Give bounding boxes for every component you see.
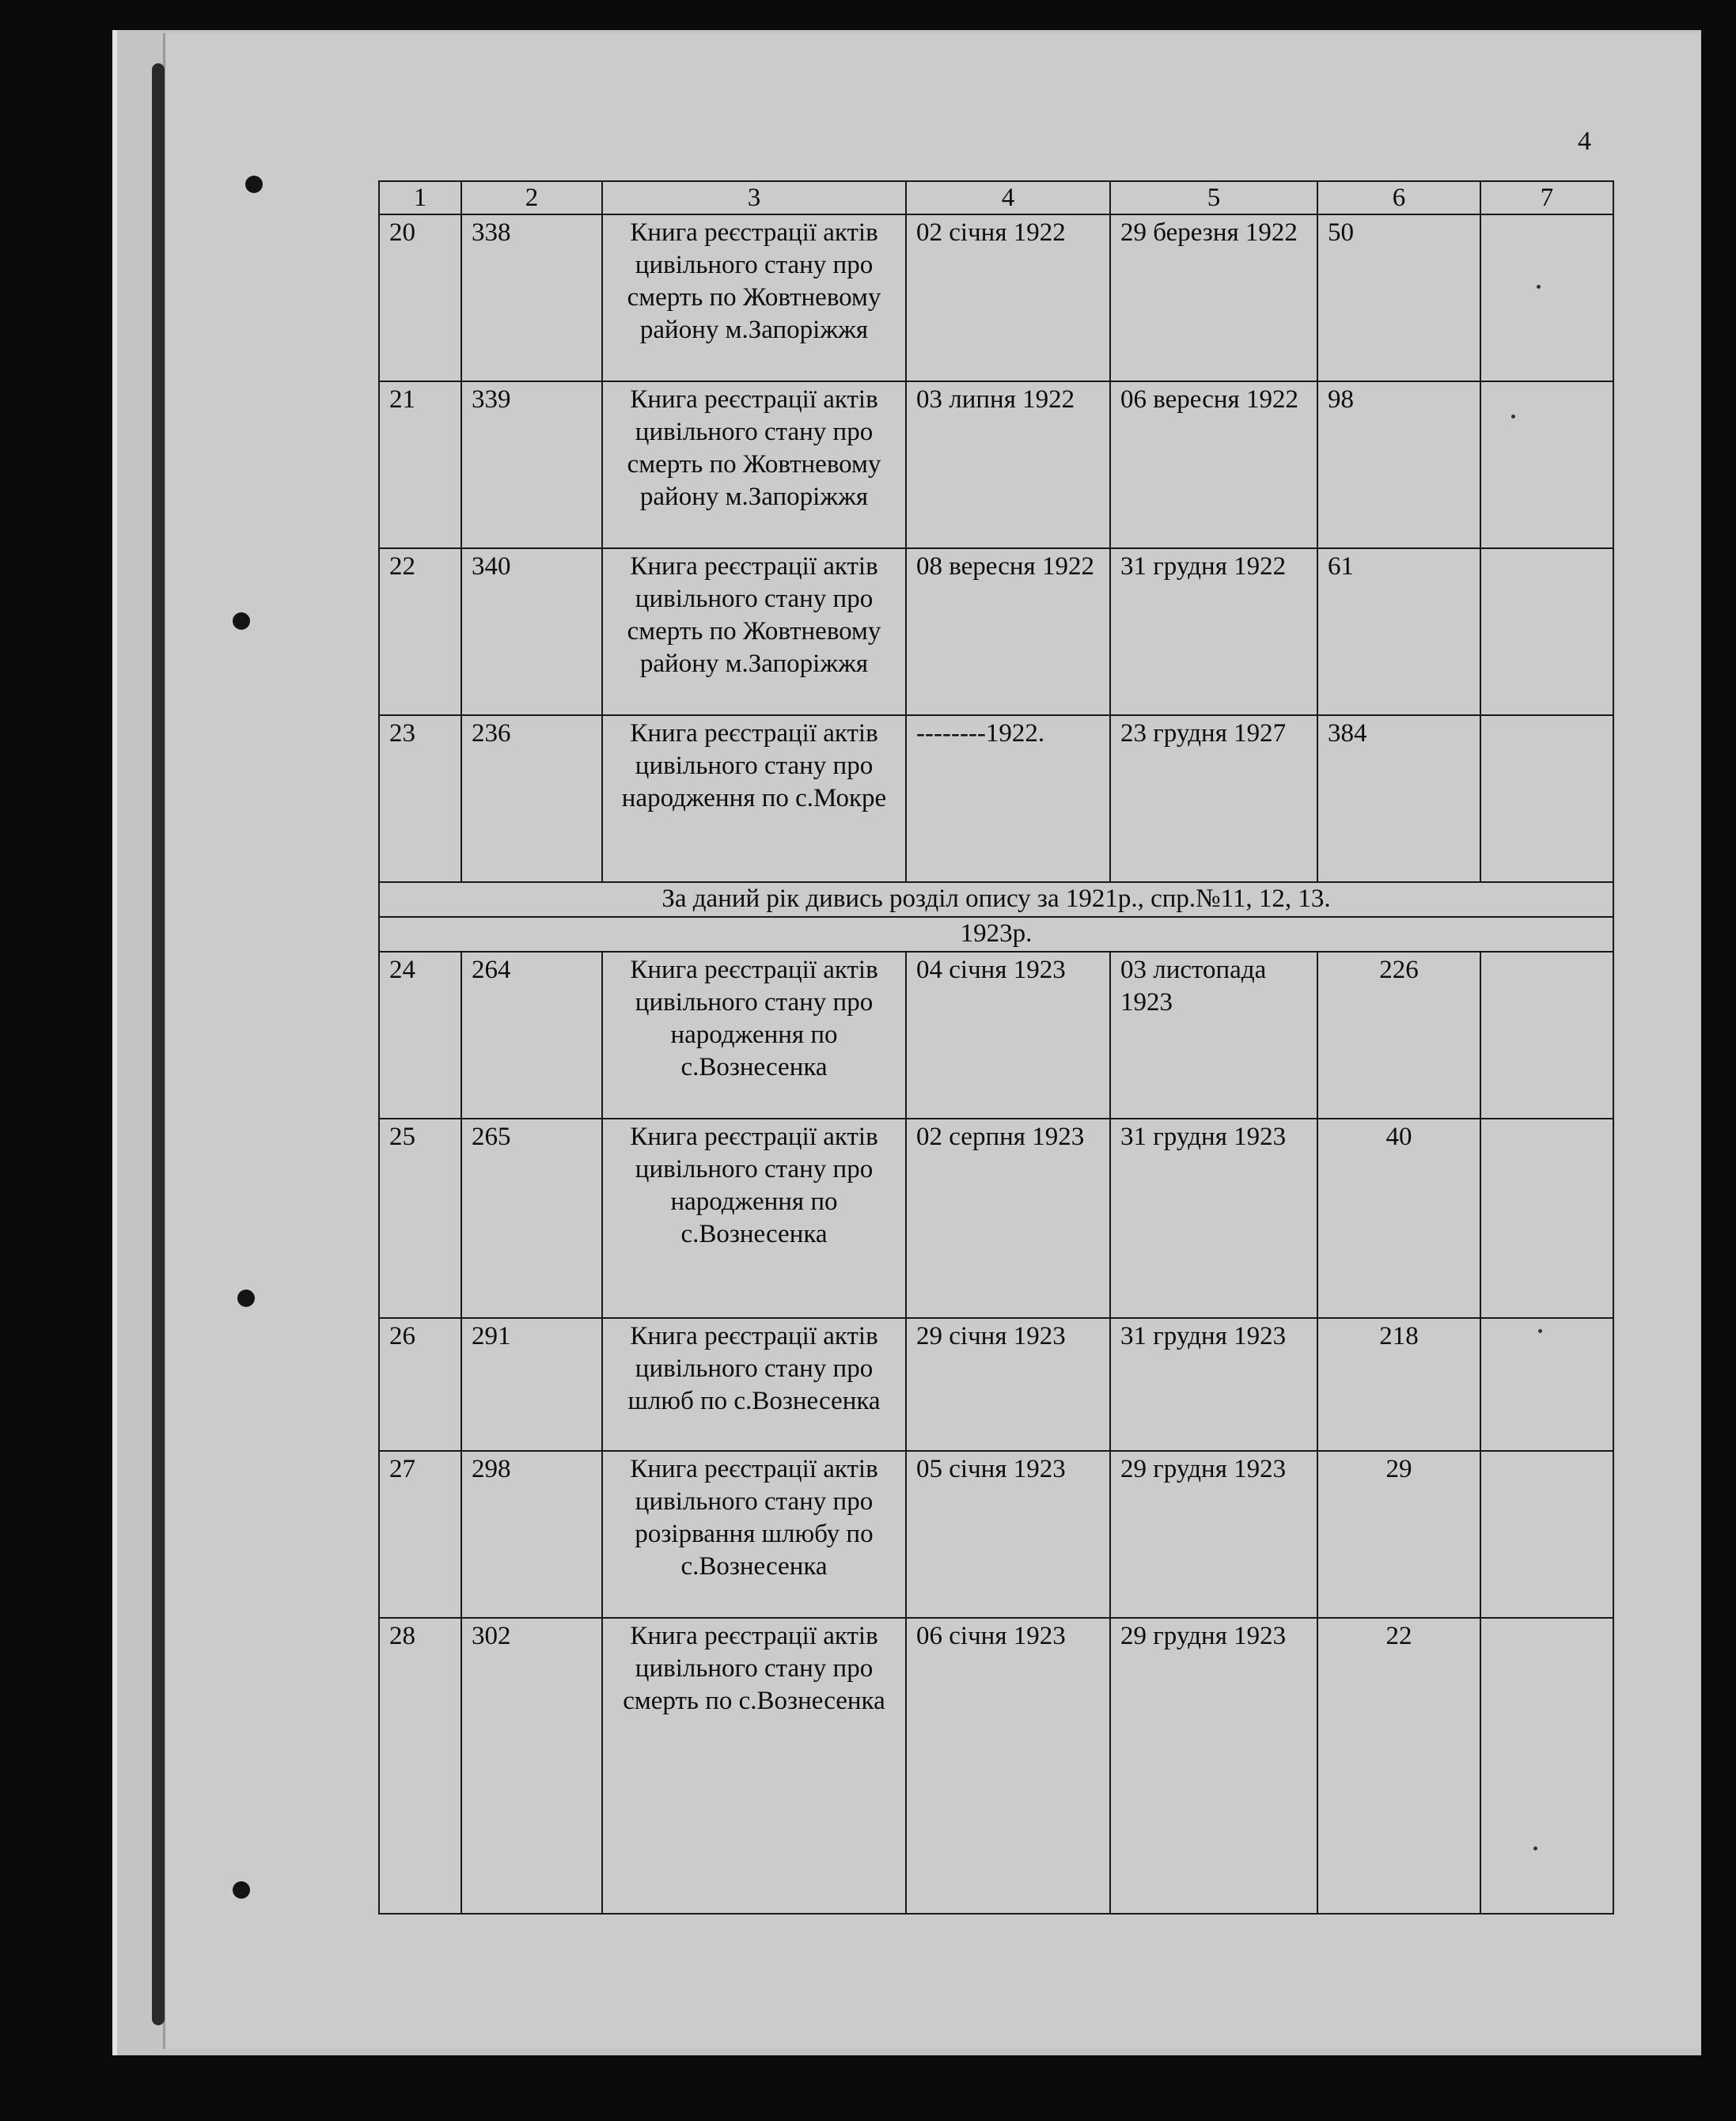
note-cell xyxy=(1480,214,1613,381)
case-number: 298 xyxy=(461,1451,602,1618)
row-number: 25 xyxy=(379,1119,461,1318)
table-row xyxy=(379,1318,1613,1451)
sheet-count: 226 xyxy=(1317,952,1480,1119)
note-cell xyxy=(1480,1318,1613,1451)
case-title: Книга реєстрації актів цивільного стану про шлюб по с.Вознесенка xyxy=(602,1318,906,1451)
note-cell xyxy=(1480,952,1613,1119)
case-title: Книга реєстрації актів цивільного стану про розірвання шлюбу по с.Вознесенка xyxy=(602,1451,906,1618)
note-row xyxy=(379,882,1613,917)
row-number: 20 xyxy=(379,214,461,381)
case-title: Книга реєстрації актів цивільного стану про смерть по Жовтневому району м.Запоріжжя xyxy=(602,381,906,548)
case-title: Книга реєстрації актів цивільного стану про смерть по Жовтневому району м.Запоріжжя xyxy=(602,548,906,715)
end-date: 06 вересня 1922 xyxy=(1110,381,1317,548)
end-date: 31 грудня 1923 xyxy=(1110,1318,1317,1451)
case-title: Книга реєстрації актів цивільного стану про смерть по с.Вознесенка xyxy=(602,1618,906,1914)
start-date: --------1922. xyxy=(906,715,1110,882)
sheet-count: 61 xyxy=(1317,548,1480,715)
table-row xyxy=(379,1618,1613,1914)
row-number: 24 xyxy=(379,952,461,1119)
column-header: 7 xyxy=(1480,181,1613,214)
note-cell xyxy=(1480,1451,1613,1618)
inventory-table xyxy=(378,180,1614,1915)
table-row xyxy=(379,952,1613,1119)
case-title: Книга реєстрації актів цивільного стану про народження по с.Вознесенка xyxy=(602,1119,906,1318)
row-number: 23 xyxy=(379,715,461,882)
sheet-count: 40 xyxy=(1317,1119,1480,1318)
page-number: 4 xyxy=(1578,127,1591,156)
table-row xyxy=(379,715,1613,882)
start-date: 29 січня 1923 xyxy=(906,1318,1110,1451)
end-date: 31 грудня 1923 xyxy=(1110,1119,1317,1318)
end-date: 29 грудня 1923 xyxy=(1110,1618,1317,1914)
case-title: Книга реєстрації актів цивільного стану про смерть по Жовтневому району м.Запоріжжя xyxy=(602,214,906,381)
row-number: 28 xyxy=(379,1618,461,1914)
case-number: 338 xyxy=(461,214,602,381)
punch-hole-icon xyxy=(237,1290,255,1307)
case-title: Книга реєстрації актів цивільного стану про народження по с.Мокре xyxy=(602,715,906,882)
column-header: 4 xyxy=(906,181,1110,214)
column-header: 5 xyxy=(1110,181,1317,214)
table-row xyxy=(379,1451,1613,1618)
punch-hole-icon xyxy=(245,176,263,193)
end-date: 29 березня 1922 xyxy=(1110,214,1317,381)
sheet-count: 218 xyxy=(1317,1318,1480,1451)
case-number: 265 xyxy=(461,1119,602,1318)
year-row xyxy=(379,917,1613,952)
sheet-count: 29 xyxy=(1317,1451,1480,1618)
punch-hole-icon xyxy=(233,612,250,630)
case-number: 340 xyxy=(461,548,602,715)
case-number: 302 xyxy=(461,1618,602,1914)
sheet-count: 22 xyxy=(1317,1618,1480,1914)
case-number: 264 xyxy=(461,952,602,1119)
column-header: 6 xyxy=(1317,181,1480,214)
case-number: 339 xyxy=(461,381,602,548)
table-row xyxy=(379,1119,1613,1318)
table-row xyxy=(379,381,1613,548)
row-number: 22 xyxy=(379,548,461,715)
note-cell xyxy=(1480,548,1613,715)
cross-reference-note: За даний рік дивись розділ опису за 1921р., спр.№11, 12, 13. xyxy=(379,882,1613,917)
case-number: 236 xyxy=(461,715,602,882)
end-date: 23 грудня 1927 xyxy=(1110,715,1317,882)
end-date: 29 грудня 1923 xyxy=(1110,1451,1317,1618)
start-date: 02 січня 1922 xyxy=(906,214,1110,381)
sheet-count: 50 xyxy=(1317,214,1480,381)
start-date: 08 вересня 1922 xyxy=(906,548,1110,715)
case-number: 291 xyxy=(461,1318,602,1451)
note-cell xyxy=(1480,1119,1613,1318)
year-heading: 1923р. xyxy=(379,917,1613,952)
column-header: 3 xyxy=(602,181,906,214)
start-date: 05 січня 1923 xyxy=(906,1451,1110,1618)
row-number: 21 xyxy=(379,381,461,548)
start-date: 02 серпня 1923 xyxy=(906,1119,1110,1318)
start-date: 06 січня 1923 xyxy=(906,1618,1110,1914)
column-header: 2 xyxy=(461,181,602,214)
table-row xyxy=(379,548,1613,715)
row-number: 27 xyxy=(379,1451,461,1618)
note-cell xyxy=(1480,381,1613,548)
row-number: 26 xyxy=(379,1318,461,1451)
sheet-count: 98 xyxy=(1317,381,1480,548)
column-number-row xyxy=(379,181,1613,214)
table-row xyxy=(379,214,1613,381)
column-header: 1 xyxy=(379,181,461,214)
case-title: Книга реєстрації актів цивільного стану про народження по с.Вознесенка xyxy=(602,952,906,1119)
note-cell xyxy=(1480,1618,1613,1914)
start-date: 03 липня 1922 xyxy=(906,381,1110,548)
punch-hole-icon xyxy=(233,1881,250,1899)
end-date: 03 листопада 1923 xyxy=(1110,952,1317,1119)
start-date: 04 січня 1923 xyxy=(906,952,1110,1119)
sheet-count: 384 xyxy=(1317,715,1480,882)
page-binding-fold xyxy=(152,63,165,2025)
note-cell xyxy=(1480,715,1613,882)
end-date: 31 грудня 1922 xyxy=(1110,548,1317,715)
